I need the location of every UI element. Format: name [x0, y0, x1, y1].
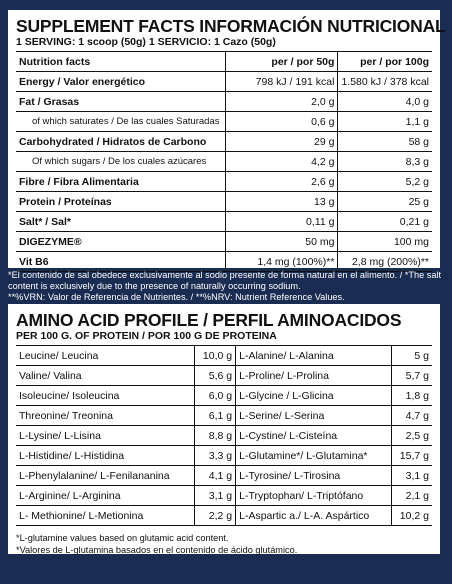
amino-row: [16, 466, 432, 486]
amino-value-left: 4,1 g: [194, 466, 235, 486]
amino-name-left: Threonine/ Treonina: [16, 406, 194, 426]
nutrition-row: [16, 132, 432, 152]
amino-subtitle: PER 100 G. OF PROTEIN / POR 100 G DE PROTEINA: [16, 330, 432, 346]
nutrition-row: [16, 232, 432, 252]
amino-name-left: Isoleucine/ Isoleucina: [16, 386, 194, 406]
value-per-100g: 100 mg: [338, 232, 432, 252]
nrv-footnote: **%VRN: Valor de Referencia de Nutrientes. / **%NRV: Nutrient Reference Values.: [8, 292, 345, 302]
glutamine-note-en: *L-glutamine values based on glutamic acid content.: [16, 533, 229, 543]
amino-name-left: L-Arginine/ L-Arginina: [16, 486, 194, 506]
nutrition-row: [16, 172, 432, 192]
amino-name-right: L-Cystine/ L-Cisteína: [236, 426, 392, 446]
amino-name-left: L-Lysine/ L-Lisina: [16, 426, 194, 446]
value-per-100g: 58 g: [338, 132, 432, 152]
facts-footnotes: [8, 270, 444, 303]
nutrition-row: [16, 152, 432, 172]
nutrition-row: [16, 252, 432, 272]
amino-acid-panel: [8, 304, 440, 554]
amino-name-right: L-Glutamine*/ L-Glutamina*: [236, 446, 392, 466]
value-per-100g: 5,2 g: [338, 172, 432, 192]
amino-title: AMINO ACID PROFILE / PERFIL AMINOACIDOS: [16, 310, 402, 330]
amino-value-right: 5,7 g: [391, 366, 432, 386]
amino-value-left: 3,3 g: [194, 446, 235, 466]
header-nutrition-facts: Nutrition facts: [16, 52, 225, 72]
nutrient-name: of which saturates / De las cuales Saturadas: [16, 112, 225, 132]
value-per-100g: 4,0 g: [338, 92, 432, 112]
nutrient-name: Energy / Valor energético: [16, 72, 225, 92]
nutrient-name: DIGEZYME®: [16, 232, 225, 252]
nutrition-row: [16, 92, 432, 112]
value-per-50g: 2,0 g: [225, 92, 338, 112]
salt-footnote: *El contenido de sal obedece exclusivamente al sodio presente de forma natural en el alimento. / *The salt content is exclusively due to the presence of naturally occurring sodium.: [8, 270, 442, 291]
value-per-100g: 2,8 mg (200%)**: [338, 252, 432, 272]
amino-value-right: 5 g: [391, 346, 432, 366]
amino-value-left: 6,1 g: [194, 406, 235, 426]
value-per-100g: 25 g: [338, 192, 432, 212]
nutrient-name: Vit B6: [16, 252, 225, 272]
amino-name-left: Valine/ Valina: [16, 366, 194, 386]
amino-value-left: 10,0 g: [194, 346, 235, 366]
value-per-50g: 0,6 g: [225, 112, 338, 132]
amino-name-right: L-Alanine/ L-Alanina: [236, 346, 392, 366]
value-per-50g: 4,2 g: [225, 152, 338, 172]
value-per-100g: 1.580 kJ / 378 kcal: [338, 72, 432, 92]
amino-value-left: 8,8 g: [194, 426, 235, 446]
amino-name-right: L-Tyrosine/ L-Tirosina: [236, 466, 392, 486]
glutamine-note-es: *Valores de L-glutamina basados en el contenido de ácido glutámico.: [16, 545, 298, 555]
amino-row: [16, 386, 432, 406]
nutrition-row: [16, 72, 432, 92]
amino-value-right: 2,1 g: [391, 486, 432, 506]
nutrient-name: Fibre / Fibra Alimentaria: [16, 172, 225, 192]
value-per-50g: 798 kJ / 191 kcal: [225, 72, 338, 92]
amino-value-right: 4,7 g: [391, 406, 432, 426]
amino-value-right: 3,1 g: [391, 466, 432, 486]
nutrient-name: Salt* / Sal*: [16, 212, 225, 232]
amino-name-right: L-Aspartic a./ L-A. Aspártico: [236, 506, 392, 526]
header-per-50g: per / por 50g: [225, 52, 338, 72]
value-per-100g: 1,1 g: [338, 112, 432, 132]
value-per-50g: 0,11 g: [225, 212, 338, 232]
amino-value-right: 2,5 g: [391, 426, 432, 446]
amino-name-right: L-Tryptophan/ L-Triptófano: [236, 486, 392, 506]
amino-value-right: 15,7 g: [391, 446, 432, 466]
nutrition-row: [16, 212, 432, 232]
amino-name-left: L-Phenylalanine/ L-Fenilananina: [16, 466, 194, 486]
amino-name-left: L- Methionine/ L-Metionina: [16, 506, 194, 526]
amino-row: [16, 446, 432, 466]
amino-name-left: L-Histidine/ L-Histidina: [16, 446, 194, 466]
nutrition-row: [16, 112, 432, 132]
amino-name-left: Leucine/ Leucina: [16, 346, 194, 366]
nutrient-name: Carbohydrated / Hidratos de Carbono: [16, 132, 225, 152]
amino-name-right: L-Proline/ L-Prolina: [236, 366, 392, 386]
amino-row: [16, 486, 432, 506]
amino-row: [16, 366, 432, 386]
value-per-100g: 0,21 g: [338, 212, 432, 232]
value-per-100g: 8,3 g: [338, 152, 432, 172]
nutrition-row: [16, 192, 432, 212]
value-per-50g: 50 mg: [225, 232, 338, 252]
facts-title: SUPPLEMENT FACTS INFORMACIÓN NUTRICIONAL: [16, 16, 446, 36]
nutrition-header-row: [16, 52, 432, 72]
amino-name-right: L-Serine/ L-Serina: [236, 406, 392, 426]
amino-row: [16, 346, 432, 366]
value-per-50g: 29 g: [225, 132, 338, 152]
amino-row: [16, 506, 432, 526]
amino-footnotes: [16, 526, 432, 556]
serving-size: 1 SERVING: 1 scoop (50g) 1 SERVICIO: 1 Cazo (50g): [16, 36, 432, 52]
header-per-100g: per / por 100g: [338, 52, 432, 72]
value-per-50g: 1,4 mg (100%)**: [225, 252, 338, 272]
amino-value-right: 1,8 g: [391, 386, 432, 406]
amino-value-left: 5,6 g: [194, 366, 235, 386]
amino-name-right: L-Glycine / L-Glicina: [236, 386, 392, 406]
nutrient-name: Protein / Proteínas: [16, 192, 225, 212]
supplement-facts-panel: [8, 10, 446, 268]
amino-value-left: 2,2 g: [194, 506, 235, 526]
nutrition-table: [16, 52, 432, 272]
value-per-50g: 2,6 g: [225, 172, 338, 192]
amino-table: [16, 346, 432, 526]
value-per-50g: 13 g: [225, 192, 338, 212]
amino-value-right: 10,2 g: [391, 506, 432, 526]
amino-value-left: 3,1 g: [194, 486, 235, 506]
amino-row: [16, 426, 432, 446]
amino-row: [16, 406, 432, 426]
amino-value-left: 6,0 g: [194, 386, 235, 406]
nutrient-name: Fat / Grasas: [16, 92, 225, 112]
nutrient-name: Of which sugars / De los cuales azúcares: [16, 152, 225, 172]
